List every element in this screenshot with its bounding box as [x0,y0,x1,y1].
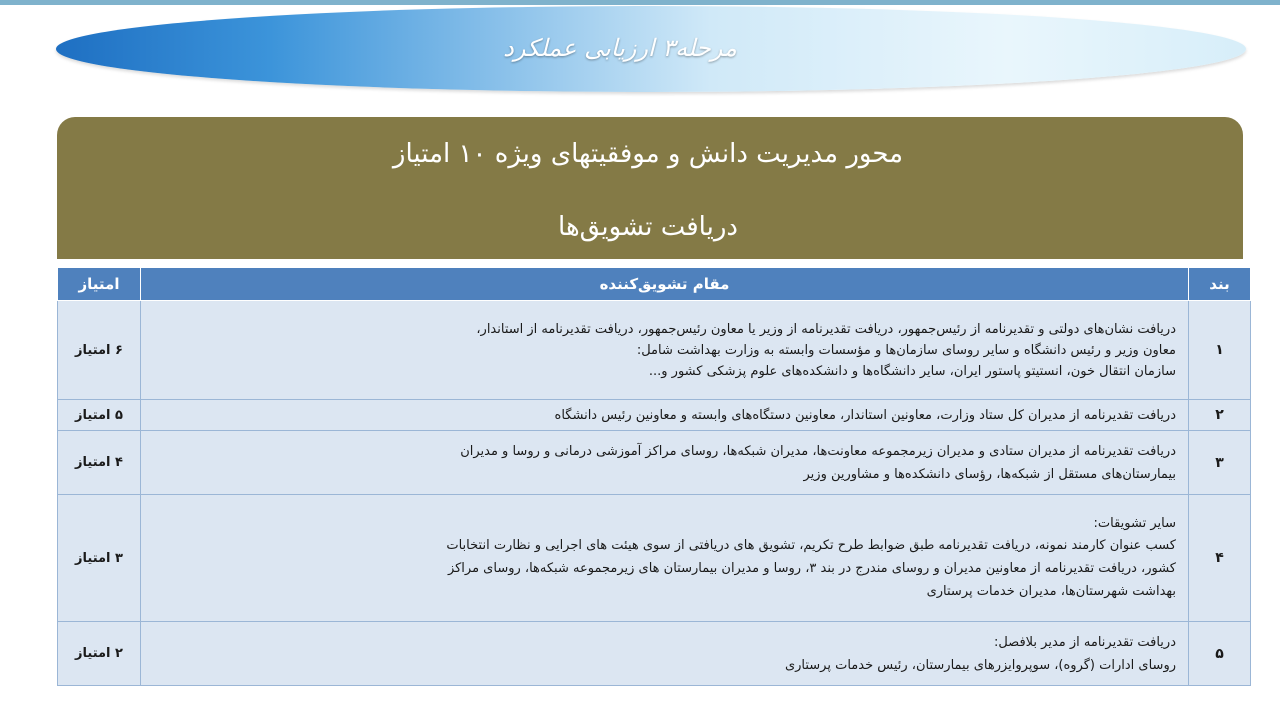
row-points: ۳ امتیاز [58,495,141,622]
row-points: ۴ امتیاز [58,431,141,495]
banner-title: مرحله۳ ارزیابی عملکرد [503,34,737,62]
section-subtitle: دریافت تشویق‌ها [558,212,738,242]
table-row [58,622,1251,686]
row-item: ۲ [1189,400,1251,431]
rewards-table [57,267,1251,686]
table-row [58,301,1251,400]
table-row [58,400,1251,431]
row-description [141,431,1189,495]
row-item: ۳ [1189,431,1251,495]
description-line: دریافت نشان‌های دولتی و تقدیرنامه از رئیس‌جمهور، دریافت تقدیرنامه از وزیر یا معاون رئیس‌جمهور، دریافت تقدیرنامه از استاندار، [476,321,1176,337]
description-line: سایر تشویقات: [1093,516,1176,531]
description-line: دریافت تقدیرنامه از مدیر بلافصل: [993,634,1176,650]
header-item: بند [1189,268,1251,301]
section-title: محور مدیریت دانش و موفقیتهای ویژه ۱۰ امتیاز [392,139,904,169]
description-line: بیمارستان‌های مستقل از شبکه‌ها، رؤسای دانشکده‌ها و مشاورین وزیر [803,466,1176,482]
row-item: ۵ [1189,622,1251,686]
table-row [58,495,1251,622]
description-line: معاون وزیر و رئیس دانشگاه و سایر روسای سازمان‌ها و مؤسسات وابسته به وزارت بهداشت شامل: [636,342,1176,358]
description-line: کشور، دریافت تقدیرنامه از معاونین مدیران و روسای مندرج در بند ۳، روسا و مدیران بیمارستان های زیرمجموعه شبکه‌ها، روسای مراکز [447,561,1176,576]
description-line: بهداشت شهرستان‌ها، مدیران خدمات پرستاری [926,584,1176,599]
table-row [58,431,1251,495]
row-description [141,495,1189,622]
header-authority: مقام تشویق‌کننده [141,268,1189,301]
row-description [141,301,1189,400]
row-points: ۵ امتیاز [58,400,141,431]
description-line: دریافت تقدیرنامه از مدیران ستادی و مدیران زیرمجموعه معاونت‌ها، مدیران شبکه‌ها، روسای مراکز آموزشی درمانی و روسا و مدیران [460,443,1176,459]
table-header-row [58,268,1251,301]
description-line: روسای ادارات (گروه)، سوپروایزرهای بیمارستان، رئیس خدمات پرستاری [784,657,1176,673]
row-points: ۶ امتیاز [58,301,141,400]
description-line: کسب عنوان کارمند نمونه، دریافت تقدیرنامه طبق ضوابط طرح تکریم، تشویق های دریافتی از سوی هیئت های اجرایی و نظارت انتخابات [446,538,1176,553]
row-item: ۴ [1189,495,1251,622]
header-points: امتیاز [58,268,141,301]
row-description [141,400,1189,431]
description-line: سازمان انتقال خون، انستیتو پاستور ایران، سایر دانشگاه‌ها و دانشکده‌های علوم پزشکی کشور و... [648,363,1176,379]
row-points: ۲ امتیاز [58,622,141,686]
top-accent-stripe [0,0,1280,5]
description-line: دریافت تقدیرنامه از مدیران کل ستاد وزارت، معاونین استاندار، معاونین دستگاه‌های وابسته و معاونین رئیس دانشگاه [554,407,1176,423]
row-description [141,622,1189,686]
row-item: ۱ [1189,301,1251,400]
